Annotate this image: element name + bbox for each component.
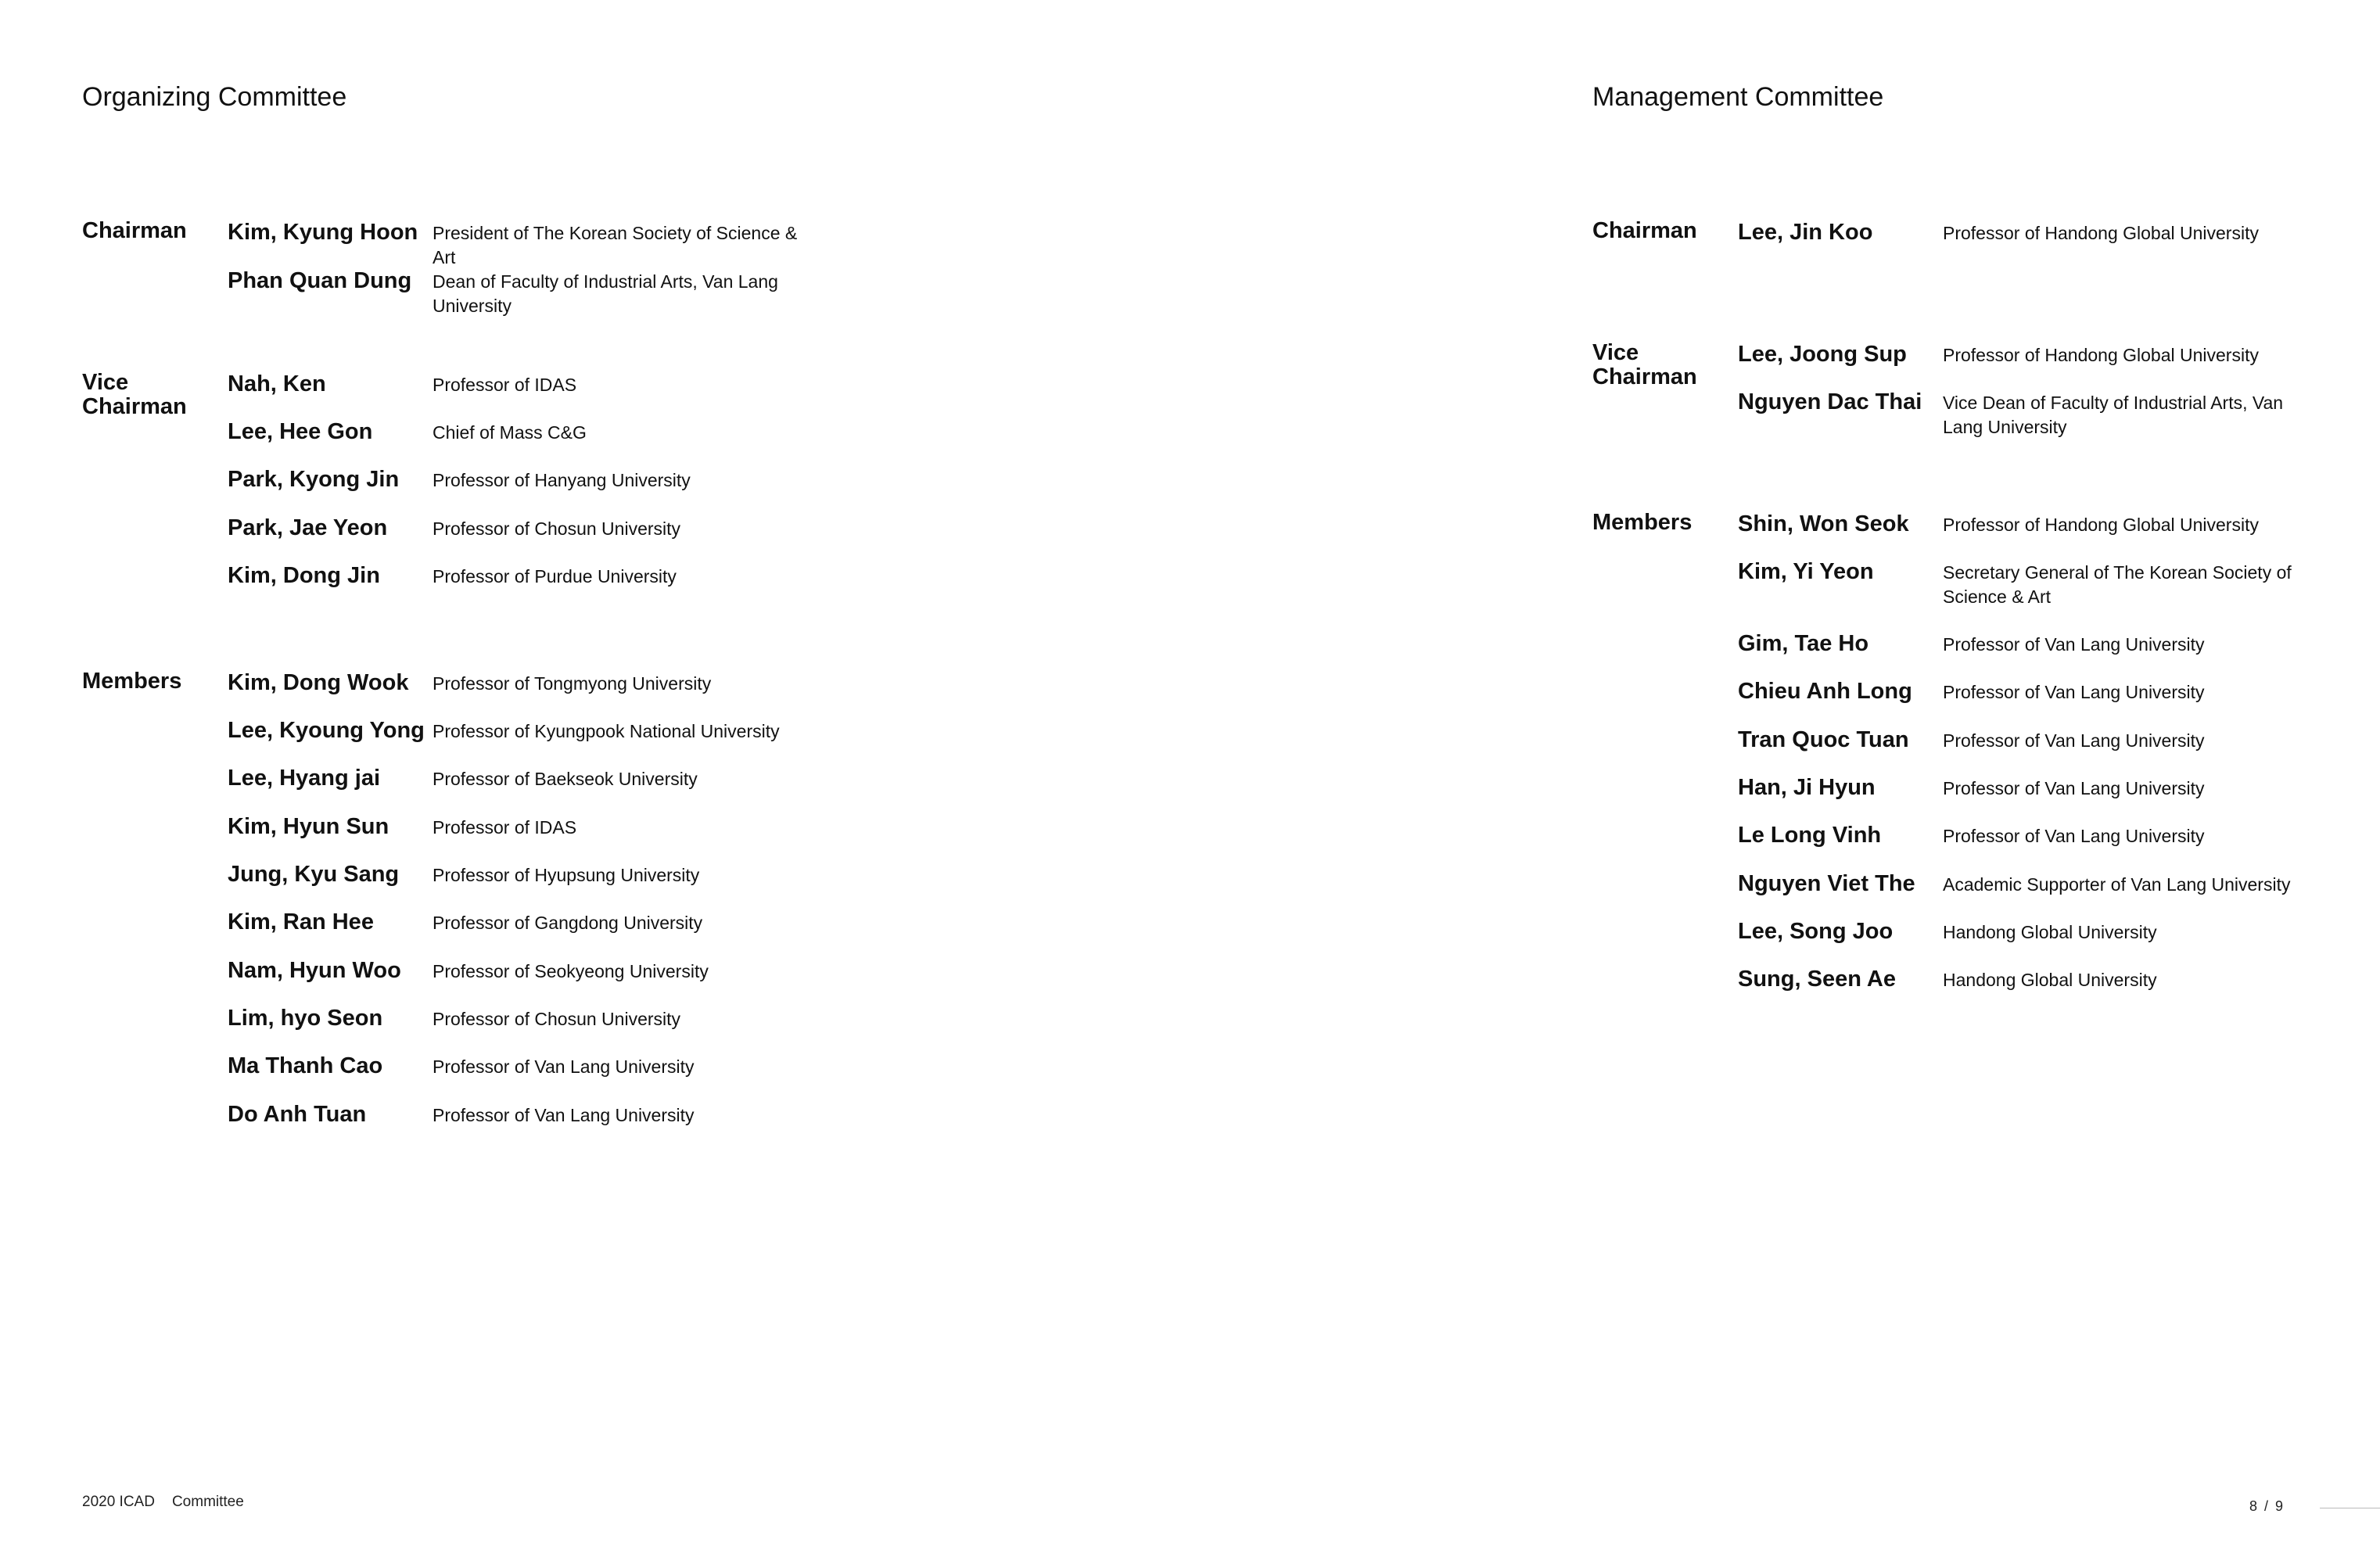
- member-name: Nah, Ken: [228, 371, 326, 396]
- member-name: Chieu Anh Long: [1738, 679, 1912, 704]
- member-desc: Professor of Van Lang University: [1943, 778, 2205, 798]
- page-number: 8 / 9: [2249, 1498, 2285, 1514]
- member-desc: Professor of Chosun University: [433, 518, 681, 539]
- organizing-committee-title: Organizing Committee: [82, 82, 347, 112]
- member-name: Kim, Yi Yeon: [1738, 559, 1874, 584]
- member-name: Nam, Hyun Woo: [228, 958, 401, 983]
- member-name: Jung, Kyu Sang: [228, 862, 400, 887]
- member-desc: Professor of Van Lang University: [1943, 634, 2205, 655]
- member-desc: Professor of IDAS: [433, 375, 577, 395]
- member-desc: Professor of Kyungpook National University: [433, 721, 780, 741]
- member-name: Do Anh Tuan: [228, 1102, 367, 1127]
- footer-section: Committee: [171, 1494, 244, 1510]
- member-name: Han, Ji Hyun: [1738, 775, 1876, 800]
- member-desc: Academic Supporter of Van Lang University: [1943, 874, 2291, 895]
- member-name: Park, Jae Yeon: [228, 515, 388, 540]
- member-name: Le Long Vinh: [1738, 823, 1882, 848]
- member-name: Kim, Dong Jin: [228, 563, 380, 588]
- member-name: Lee, Song Joo: [1738, 919, 1894, 944]
- member-desc: Professor of Van Lang University: [1943, 730, 2205, 751]
- member-desc: Professor of Van Lang University: [1943, 682, 2205, 702]
- member-name: Phan Quan Dung: [228, 268, 412, 293]
- member-desc: Secretary General of The Korean Society of Science & Art: [1943, 562, 2292, 607]
- member-desc: Professor of Gangdong University: [433, 913, 703, 933]
- member-name: Shin, Won Seok: [1738, 511, 1909, 536]
- member-desc: Dean of Faculty of Industrial Arts, Van Lang University: [433, 271, 778, 316]
- member-desc: Vice Dean of Faculty of Industrial Arts, Van Lang University: [1943, 393, 2284, 437]
- member-name: Nguyen Viet The: [1738, 871, 1915, 896]
- member-desc: Professor of IDAS: [433, 817, 577, 838]
- member-desc: Professor of Van Lang University: [433, 1105, 695, 1125]
- member-desc: Professor of Tongmyong University: [433, 673, 712, 694]
- footer: [82, 1494, 261, 1511]
- member-desc: Professor of Seokyeong University: [433, 961, 709, 981]
- member-desc: Professor of Baekseok University: [433, 769, 698, 789]
- role-label: Members: [82, 669, 182, 694]
- member-desc: Professor of Handong Global University: [1943, 223, 2259, 243]
- member-desc: Professor of Hanyang University: [433, 470, 691, 490]
- member-name: Park, Kyong Jin: [228, 467, 400, 492]
- member-name: Lee, Hee Gon: [228, 419, 373, 444]
- member-name: Lee, Hyang jai: [228, 766, 381, 791]
- member-name: Kim, Kyung Hoon: [228, 220, 418, 245]
- role-label: Members: [1592, 510, 1693, 535]
- member-name: Gim, Tae Ho: [1738, 631, 1869, 656]
- member-desc: Professor of Handong Global University: [1943, 515, 2259, 535]
- member-name: Tran Quoc Tuan: [1738, 727, 1909, 752]
- member-name: Ma Thanh Cao: [228, 1053, 383, 1078]
- member-name: Lee, Jin Koo: [1738, 220, 1873, 245]
- role-label: Chairman: [1592, 218, 1697, 243]
- member-desc: Professor of Van Lang University: [1943, 826, 2205, 846]
- member-name: Lim, hyo Seon: [228, 1006, 383, 1031]
- footer-event: 2020 ICAD: [82, 1494, 155, 1510]
- member-name: Lee, Kyoung Yong: [228, 718, 425, 743]
- role-label: Vice Chairman: [1592, 340, 1697, 389]
- management-committee-title: Management Committee: [1592, 82, 1884, 112]
- member-desc: Professor of Handong Global University: [1943, 345, 2259, 365]
- member-name: Lee, Joong Sup: [1738, 342, 1907, 367]
- member-desc: Chief of Mass C&G: [433, 422, 587, 443]
- member-desc: Professor of Chosun University: [433, 1009, 681, 1029]
- member-name: Kim, Dong Wook: [228, 670, 409, 695]
- member-desc: Handong Global University: [1943, 922, 2157, 942]
- member-desc: President of The Korean Society of Science & Art: [433, 223, 798, 267]
- member-name: Nguyen Dac Thai: [1738, 389, 1922, 414]
- member-desc: Professor of Van Lang University: [433, 1056, 695, 1077]
- role-label: Chairman: [82, 218, 187, 243]
- member-desc: Professor of Hyupsung University: [433, 865, 700, 885]
- member-desc: Handong Global University: [1943, 970, 2157, 990]
- member-name: Kim, Hyun Sun: [228, 814, 389, 839]
- member-desc: Professor of Purdue University: [433, 566, 677, 586]
- role-label: Vice Chairman: [82, 370, 187, 419]
- member-name: Sung, Seen Ae: [1738, 967, 1896, 992]
- member-name: Kim, Ran Hee: [228, 909, 374, 934]
